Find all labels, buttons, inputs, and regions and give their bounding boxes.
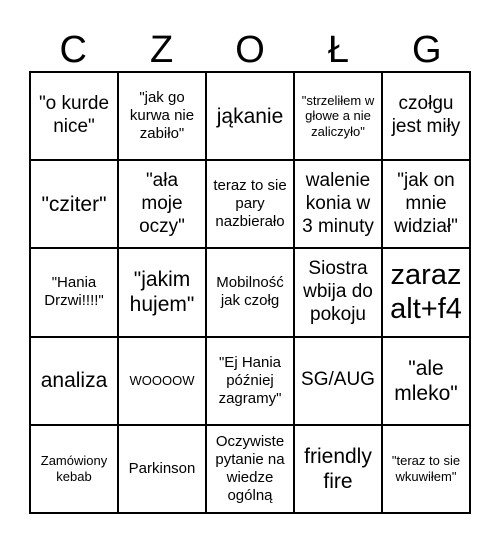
bingo-cell-r5-c3[interactable]: Oczywiste pytanie na wiedze ogólną (206, 425, 294, 513)
bingo-cell-r4-c1[interactable]: analiza (30, 337, 118, 425)
bingo-header (29, 24, 471, 76)
bingo-cell-r4-c5[interactable]: "ale mleko" (382, 337, 470, 425)
bingo-cell-r5-c2[interactable]: Parkinson (118, 425, 206, 513)
bingo-cell-r2-c1[interactable]: "cziter" (30, 160, 118, 248)
bingo-cell-r2-c4[interactable]: walenie konia w 3 minuty (294, 160, 382, 248)
bingo-cell-r3-c1[interactable]: "Hania Drzwi!!!!" (30, 248, 118, 336)
bingo-cell-r1-c2[interactable]: "jak go kurwa nie zabiło" (118, 72, 206, 160)
bingo-cell-r3-c5[interactable]: zaraz alt+f4 (382, 248, 470, 336)
header-letter-l: Ł (327, 29, 349, 71)
bingo-cell-r5-c4[interactable]: friendly fire (294, 425, 382, 513)
bingo-cell-r1-c3[interactable]: jąkanie (206, 72, 294, 160)
header-letter-g: G (412, 29, 442, 71)
bingo-cell-r1-c5[interactable]: czołgu jest miły (382, 72, 470, 160)
bingo-cell-r2-c3[interactable]: teraz to sie pary nazbierało (206, 160, 294, 248)
bingo-cell-r1-c1[interactable]: "o kurde nice" (30, 72, 118, 160)
bingo-cell-r1-c4[interactable]: "strzeliłem w głowe a nie zaliczyło" (294, 72, 382, 160)
bingo-board (29, 71, 471, 514)
bingo-cell-r5-c1[interactable]: Zamówiony kebab (30, 425, 118, 513)
bingo-cell-r3-c3[interactable]: Mobilność jak czołg (206, 248, 294, 336)
bingo-cell-r4-c3[interactable]: "Ej Hania później zagramy" (206, 337, 294, 425)
bingo-cell-r3-c4[interactable]: Siostra wbija do pokoju (294, 248, 382, 336)
header-letter-c: C (59, 29, 87, 71)
bingo-cell-r2-c2[interactable]: "ała moje oczy" (118, 160, 206, 248)
bingo-cell-r4-c4[interactable]: SG/AUG (294, 337, 382, 425)
bingo-cell-r2-c5[interactable]: "jak on mnie widział" (382, 160, 470, 248)
bingo-cell-r4-c2[interactable]: WOOOOW (118, 337, 206, 425)
bingo-cell-r5-c5[interactable]: "teraz to sie wkuwiłem" (382, 425, 470, 513)
bingo-cell-r3-c2[interactable]: "jakim hujem" (118, 248, 206, 336)
header-letter-o: O (235, 29, 265, 71)
header-letter-z: Z (149, 29, 174, 71)
